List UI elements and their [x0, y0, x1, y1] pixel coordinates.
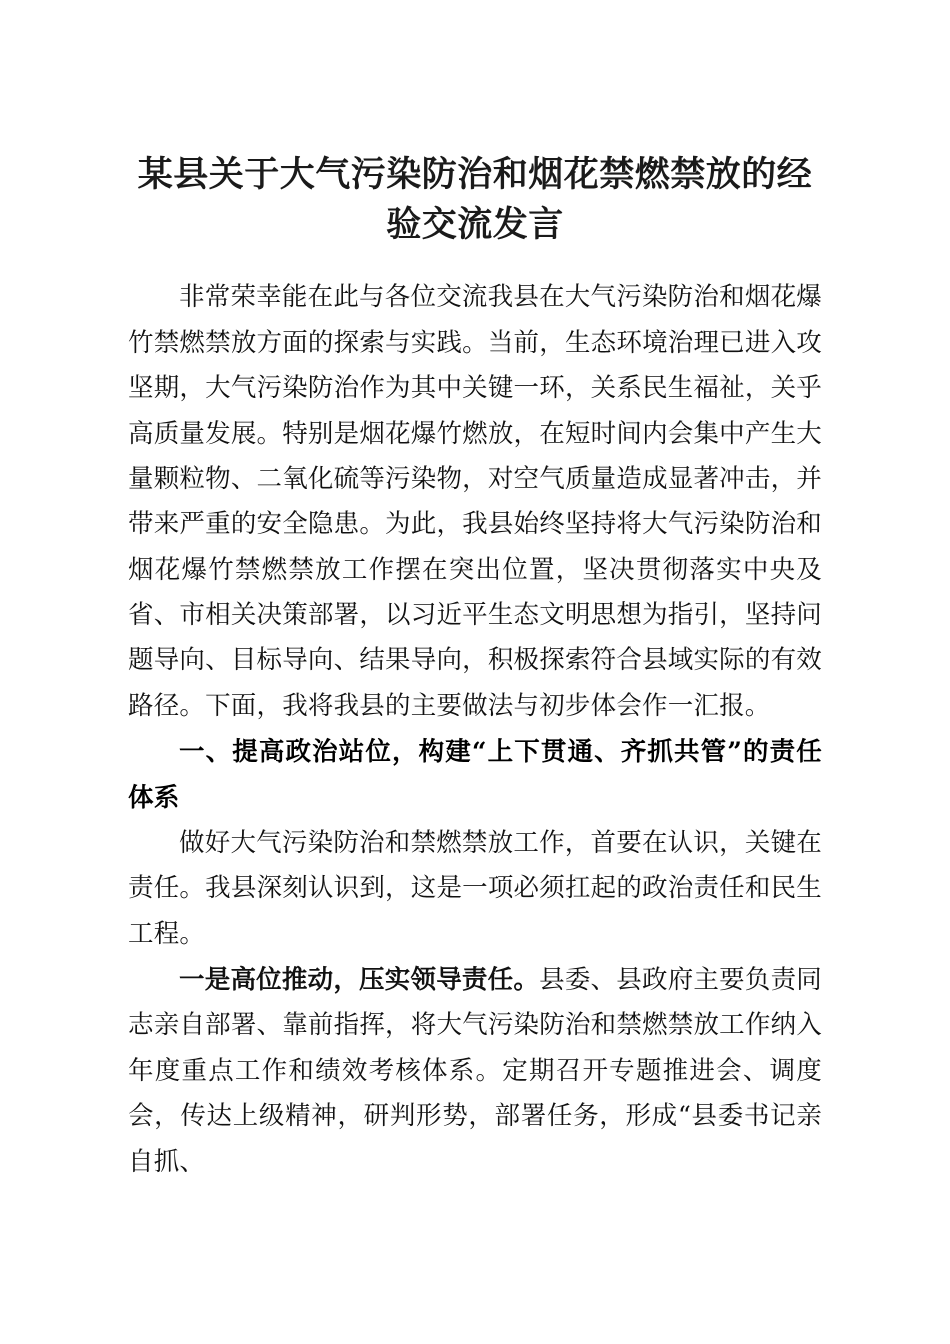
paragraph-point-1-body: 县委、县政府主要负责同志亲自部署、靠前指挥，将大气污染防治和禁燃禁放工作纳入年度重点工作和绩效考核体系。定期召开专题推进会、调度会，传达上级精神，研判形势，部署任务，形成“县委书记亲自抓、 — [128, 965, 822, 1177]
paragraph-section1-intro: 做好大气污染防治和禁燃禁放工作，首要在认识，关键在责任。我县深刻认识到，这是一项必须扛起的政治责任和民生工程。 — [128, 827, 822, 949]
paragraph-point-1 — [128, 958, 822, 1185]
paragraph-intro: 非常荣幸能在此与各位交流我县在大气污染防治和烟花爆竹禁燃禁放方面的探索与实践。当前，生态环境治理已进入攻坚期，大气污染防治作为其中关键一环，关系民生福祉，关乎高质量发展。特别是烟花爆竹燃放，在短时间内会集中产生大量颗粒物、二氧化硫等污染物，对空气质量造成显著冲击，并带来严重的安全隐患。为此，我县始终坚持将大气污染防治和烟花爆竹禁燃禁放工作摆在突出位置，坚决贯彻落实中央及省、市相关决策部署，以习近平生态文明思想为指引，坚持问题导向、目标导向、结果导向，积极探索符合县域实际的有效路径。下面，我将我县的主要做法与初步体会作一汇报。 — [128, 282, 822, 721]
section-heading-1: 一、提高政治站位，构建“上下贯通、齐抓共管”的责任体系 — [128, 737, 822, 813]
paragraph-point-1-lead: 一是高位推动，压实领导责任。 — [179, 965, 540, 995]
page-title: 某县关于大气污染防治和烟花禁燃禁放的经验交流发言 — [137, 154, 813, 245]
